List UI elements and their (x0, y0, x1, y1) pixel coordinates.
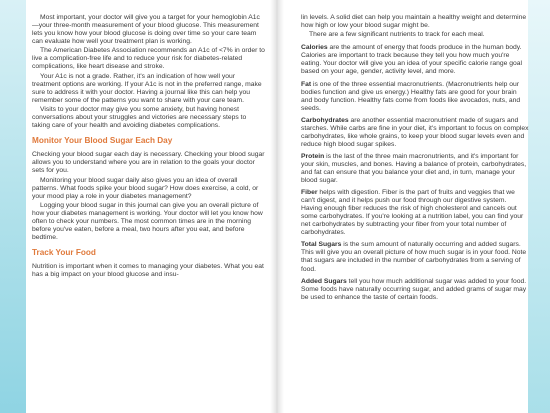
body-paragraph: Checking your blood sugar each day is necessary. Checking your blood sugar allows you to understand where you are in relation to the goals your doctor sets for you. (32, 151, 265, 175)
left-page-edge (0, 0, 26, 413)
term-label: Fiber (301, 189, 318, 197)
intro-paragraph: Visits to your doctor may give you some anxiety, but having honest conversations about your struggles and victories are necessary steps to taking care of your health and avoiding diabetes complications. (32, 106, 247, 130)
right-page-edge (528, 0, 550, 413)
nutrient-fiber (301, 189, 529, 237)
term-label: Fat (301, 80, 312, 88)
term-description: is one of the three essential macronutrients. (Macronutrients help our bodies function and give us energy.) Healthy fats are good for your brain and body function. Healthy fats come from foods like avocados, nuts, and seeds. (301, 80, 521, 112)
nutrient-fat (301, 81, 529, 113)
intro-paragraph: Your A1c is not a grade. Rather, it's an indication of how well your treatment options are working. If your A1c is not in the preferred range, make sure to address it with your doctor. Having a journal like this can help you remember some of the patterns you want to share with your care team. (32, 72, 262, 104)
body-paragraph: Monitoring your blood sugar daily also gives you an idea of overall patterns. What foods spike your blood sugar? How does exercise, a cold, or your mood play a role in your diabetes management? (32, 176, 259, 200)
nutrient-protein (301, 153, 529, 185)
term-label: Protein (301, 152, 325, 160)
section-heading-monitor-blood-sugar: Monitor Your Blood Sugar Each Day (32, 136, 173, 146)
term-description: are the amount of energy that foods produce in the human body. Calories are important to track because they tell you how much you're eating. Your doctor will give you an idea of your specific calorie range goal based on your age, gender, activity level, and more. (301, 44, 523, 76)
term-label: Carbohydrates (301, 116, 349, 124)
nutrient-calories (301, 44, 529, 76)
right-column (301, 14, 529, 306)
intro-paragraph: The American Diabetes Association recommends an A1c of <7% in order to live a complication-free life and to reduce your risk for diabetes-related complications, like heart disease and stroke. (32, 47, 265, 71)
term-description: is the last of the three main macronutrients, and it's important for your skin, muscles, and bones. Having a balance of protein, carbohydrates, and fat can ensure that you balance your diet and, in turn, manage your blood sugar. (301, 152, 527, 185)
lead-in-paragraph: There are a few significant nutrients to track for each meal. (309, 31, 485, 39)
continuation-paragraph: lin levels. A solid diet can help you maintain a healthy weight and determine how high or low your blood sugar might be. (301, 14, 527, 30)
term-description: is the sum amount of naturally occurring and added sugars. This will give you an overall picture of how much sugar is in your food. Note that sugars are included in the number of carbohydrates from a serving of food. (301, 241, 527, 273)
nutrient-carbohydrates (301, 117, 529, 149)
term-label: Added Sugars (301, 277, 347, 285)
nutrient-added-sugars (301, 278, 529, 302)
term-label: Calories (301, 44, 328, 52)
term-label: Total Sugars (301, 241, 342, 249)
left-column (32, 14, 265, 280)
intro-paragraph: Most important, your doctor will give you a target for your hemoglobin A1c—your three-month measurement of your blood glucose. This measurement lets you know how your blood glucose is doing over time so your care team can evaluate how well your treatment plan is working. (32, 14, 260, 46)
section-heading-track-food: Track Your Food (32, 248, 96, 258)
body-paragraph: Logging your blood sugar in this journal can give you an overall picture of how your diabetes management is working. Your doctor will let you know how often to check your numbers. The most common times are in the morning before you've eaten, before a meal, two hours after you eat, and before bedtime. (32, 201, 263, 242)
body-paragraph: Nutrition is important when it comes to managing your diabetes. What you eat has a big impact on your blood glucose and insu- (32, 263, 264, 279)
term-description: are another essential macronutrient made of sugars and starches. While carbs are fine in your diet, it's important to focus on complex carbohydrates, like whole grains, to keep your blood sugar levels even and reduce high blood sugar spikes. (301, 116, 529, 148)
nutrient-total-sugars (301, 241, 529, 273)
book-gutter (270, 0, 284, 413)
term-description: tell you how much additional sugar was added to your food. Some foods have naturally occurring sugar, and added grams of sugar may be used to enhance the taste of certain foods. (301, 277, 527, 301)
term-description: helps with digestion. Fiber is the part of fruits and veggies that we can't digest, and it helps push our food through our digestive system. Having enough fiber reduces the risk of high cholesterol and cancels out some carbohydrates. If you're looking at a nutrition label, you can find your net carbohydrates by subtracting your fiber from your total number of carbohydrates. (301, 189, 524, 237)
